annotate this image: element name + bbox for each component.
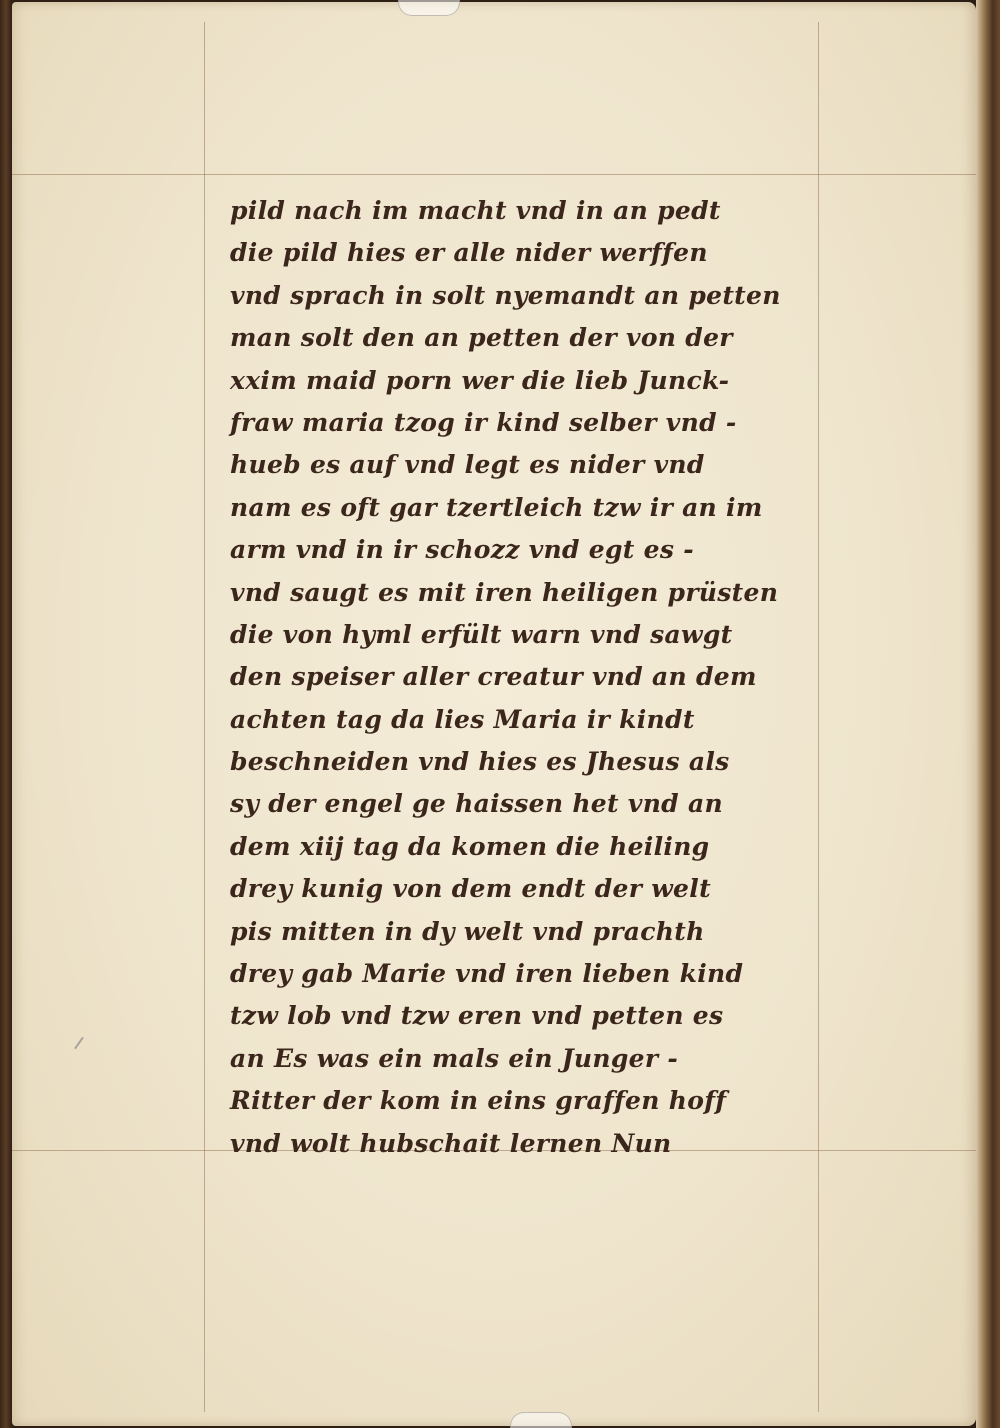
left-ruling-line bbox=[204, 22, 205, 1412]
manuscript-line: vnd wolt hubschait lernen Nun bbox=[230, 1128, 672, 1158]
manuscript-line: drey kunig von dem endt der welt bbox=[230, 874, 711, 904]
manuscript-line: vnd saugt es mit iren heiligen prüsten bbox=[230, 577, 779, 607]
manuscript-line: den speiser aller creatur vnd an dem bbox=[230, 662, 757, 692]
manuscript-line: arm vnd in ir schozz vnd egt es - bbox=[230, 535, 694, 565]
manuscript-line: Ritter der kom in eins graffen hoff bbox=[230, 1086, 727, 1116]
top-ruling-line bbox=[12, 174, 976, 175]
manuscript-line: hueb es auf vnd legt es nider vnd bbox=[230, 450, 705, 480]
manuscript-line: die von hyml erfült warn vnd sawgt bbox=[230, 619, 733, 649]
manuscript-line: drey gab Marie vnd iren lieben kind bbox=[230, 959, 744, 989]
manuscript-line: xxim maid porn wer die lieb Junck- bbox=[230, 365, 730, 395]
manuscript-line: man solt den an petten der von der bbox=[230, 323, 733, 353]
manuscript-line: sy der engel ge haissen het vnd an bbox=[230, 789, 723, 819]
pencil-mark bbox=[74, 1037, 84, 1050]
manuscript-line: pild nach im macht vnd in an pedt bbox=[230, 196, 721, 225]
manuscript-line: nam es oft gar tzertleich tzw ir an im bbox=[230, 492, 763, 522]
manuscript-line: die pild hies er alle nider werffen bbox=[230, 238, 708, 268]
manuscript-line: fraw maria tzog ir kind selber vnd - bbox=[230, 407, 737, 437]
manuscript-line: beschneiden vnd hies es Jhesus als bbox=[230, 747, 730, 777]
bottom-clip bbox=[510, 1412, 572, 1428]
manuscript-line: pis mitten in dy welt vnd prachth bbox=[230, 916, 705, 946]
manuscript-line: dem xiij tag da komen die heiling bbox=[230, 831, 710, 861]
top-clip bbox=[398, 0, 460, 16]
page-edge bbox=[976, 0, 1000, 1428]
manuscript-line: an Es was ein mals ein Junger - bbox=[230, 1043, 679, 1073]
manuscript-line: tzw lob vnd tzw eren vnd petten es bbox=[230, 1001, 724, 1031]
manuscript-line: achten tag da lies Maria ir kindt bbox=[230, 704, 695, 734]
manuscript-line: vnd sprach in solt nyemandt an petten bbox=[230, 280, 781, 310]
manuscript-text bbox=[230, 190, 830, 1165]
